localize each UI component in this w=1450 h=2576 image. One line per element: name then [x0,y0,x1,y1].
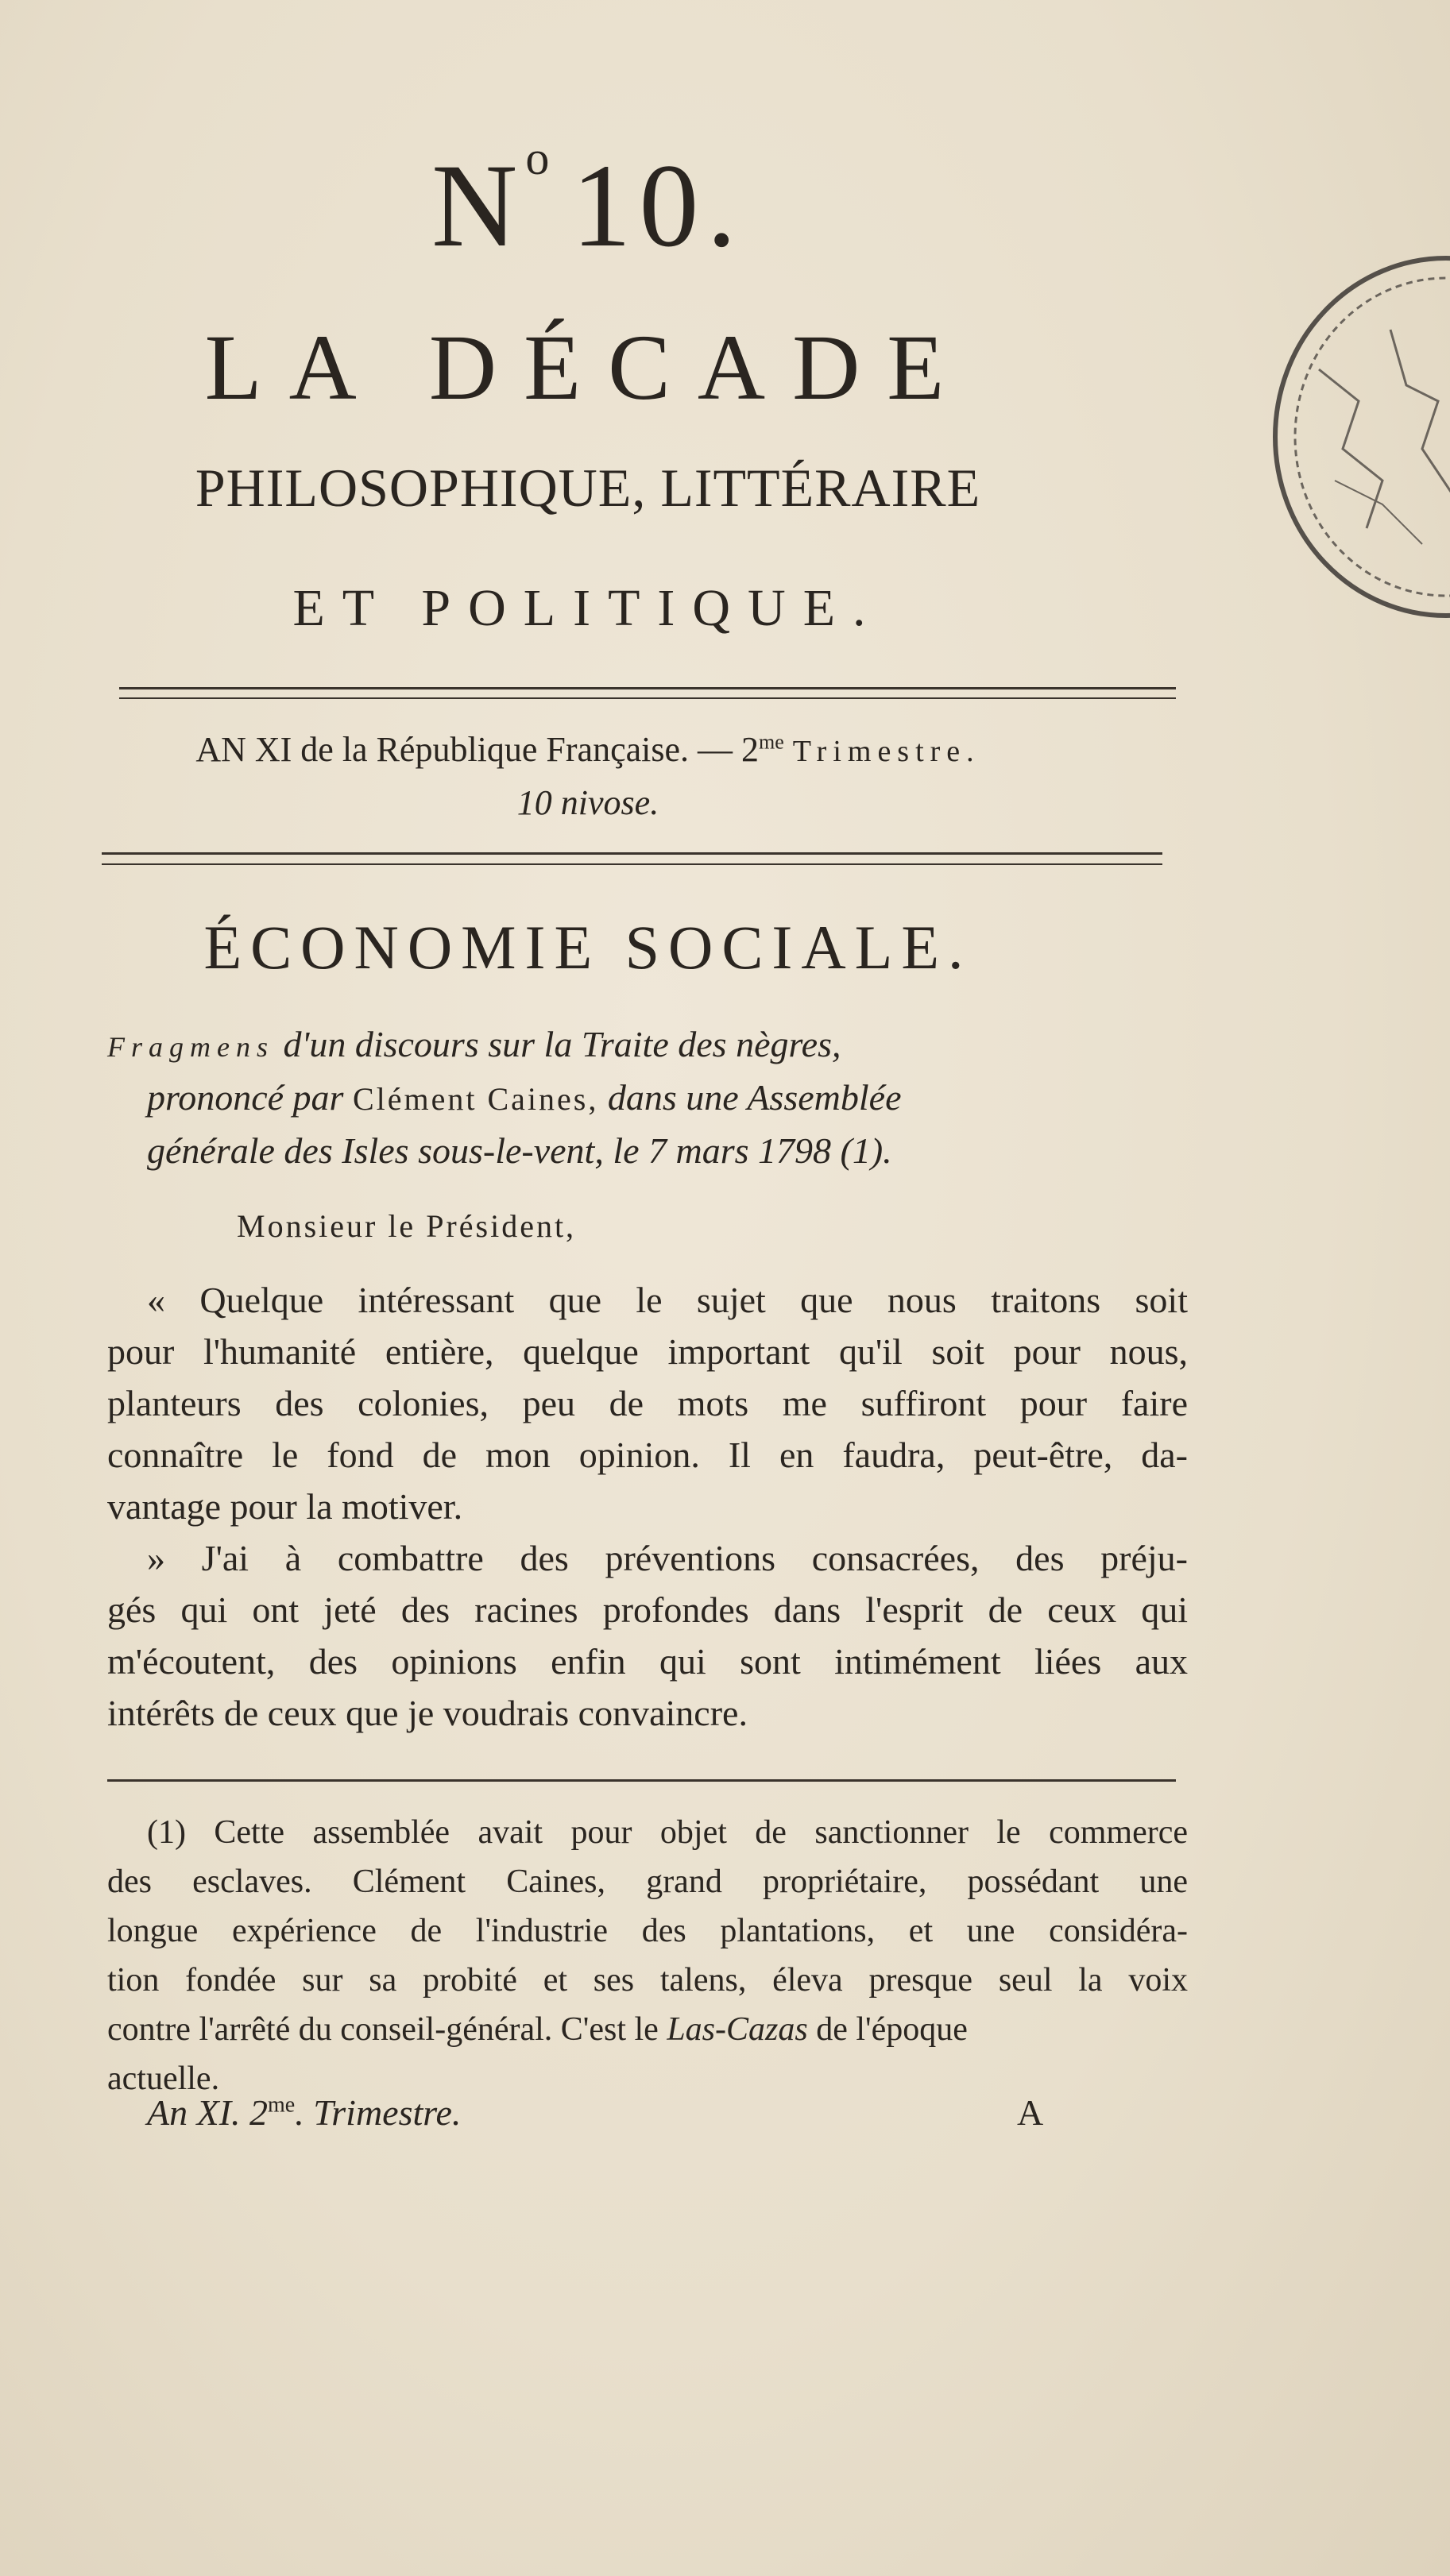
footnote-line: tion fondée sur sa probité et ses talens, éleva presque seul la voix [107,1962,1188,1999]
footnote-rule [107,1779,1176,1782]
intro-line-2: prononcé par Clément Caines, dans une Assemblée [147,1077,902,1118]
body-line: vantage pour la motiver. [107,1486,463,1527]
footnote-line: actuelle. [107,2060,220,2097]
mid-rule-2 [102,863,1162,865]
publication-title: LA DÉCADE [204,315,972,419]
salutation: Monsieur le Président, [237,1208,577,1244]
body-line: planteurs des colonies, peu de mots me suffiront pour faire [107,1383,1188,1423]
publication-subtitle-2: ET POLITIQUE. [292,579,884,637]
publication-subtitle: PHILOSOPHIQUE, LITTÉRAIRE [195,458,981,518]
mid-rule-1 [102,852,1162,855]
footnote-line: longue expérience de l'industrie des plantations, et une considéra- [107,1913,1188,1949]
section-title: ÉCONOMIE SOCIALE. [203,913,972,982]
signature-mark: A [1017,2092,1044,2133]
body-line: » J'ai à combattre des préventions consacrées, des préju- [147,1538,1188,1578]
body-line: gés qui ont jeté des racines profondes dans l'esprit de ceux qui [107,1589,1188,1630]
date: 10 nivose. [516,783,659,822]
library-stamp-icon [1263,242,1450,631]
body-line: m'écoutent, des opinions enfin qui sont intimément liées aux [107,1641,1188,1682]
footnote-line: des esclaves. Clément Caines, grand propriétaire, possédant une [107,1863,1188,1900]
body-line: « Quelque intéressant que le sujet que nous traitons soit [147,1280,1188,1320]
intro-line-1: Fragmens d'un discours sur la Traite des nègres, [107,1024,841,1064]
footnote-line: (1) Cette assemblée avait pour objet de sanctionner le commerce [147,1814,1188,1851]
body-line: intérêts de ceux que je voudrais convaincre. [107,1693,748,1733]
dateline: AN XI de la République Française. — $2^{me}$ Trimestre. [195,730,980,769]
body-line: connaître le fond de mon opinion. Il en faudra, peut-être, da- [107,1435,1188,1475]
top-rule-2 [119,697,1176,699]
footnote-line: contre l'arrêté du conseil-général. C'est le Las-Cazas de l'époque [107,2011,968,2048]
top-rule-1 [119,687,1176,689]
intro-line-3: générale des Isles sous-le-vent, le 7 mars 1798 (1). [147,1130,892,1171]
body-line: pour l'humanité entière, quelque important qu'il soit pour nous, [107,1331,1188,1372]
page-footer: An XI. $2^{me}$. Trimestre. [147,2092,462,2133]
issue-number: $N^o$ 10. [431,132,744,272]
